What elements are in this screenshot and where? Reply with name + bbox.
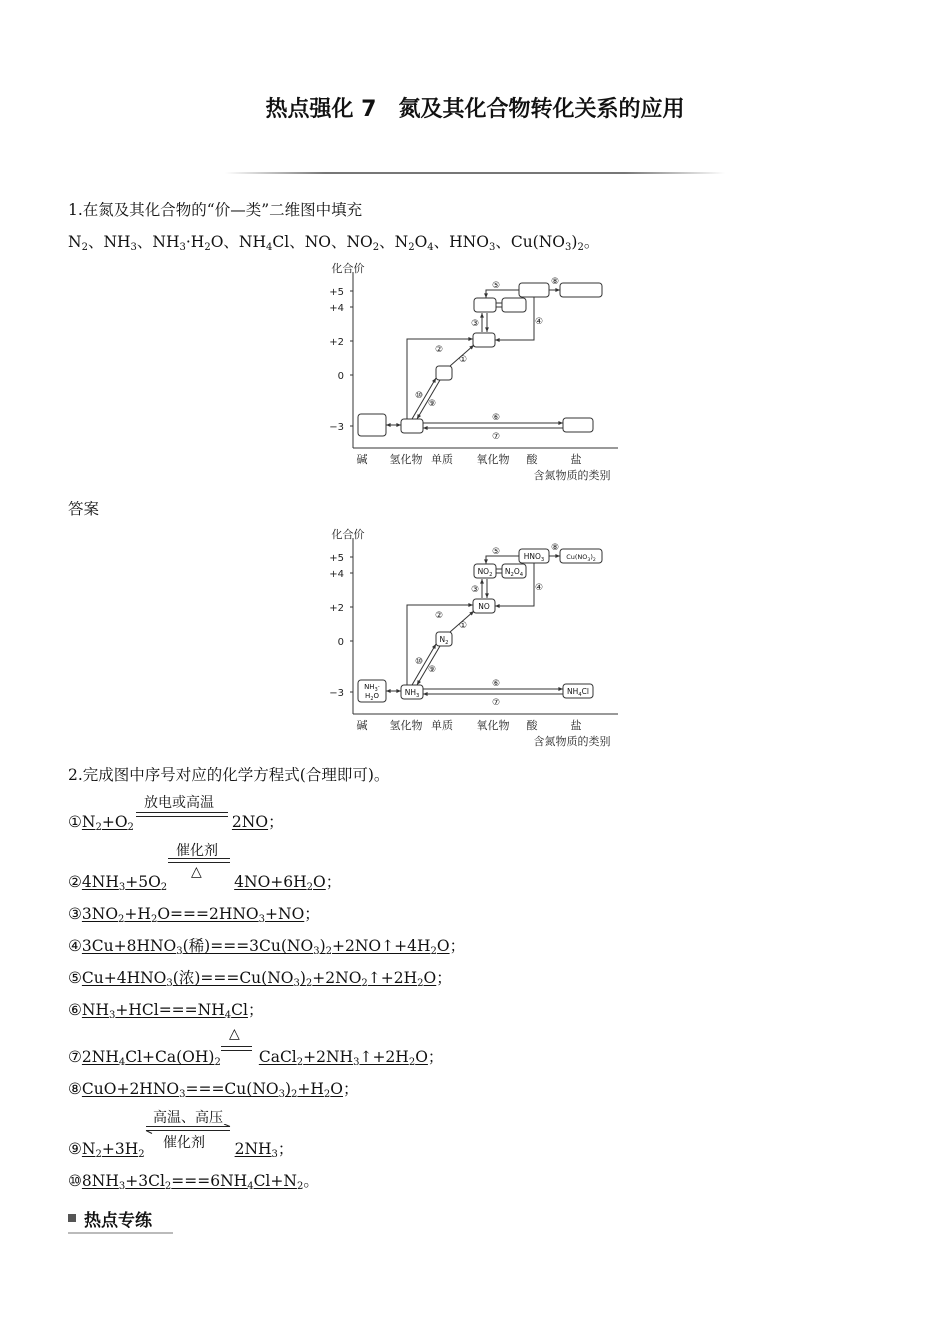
arrow-step-7-head <box>423 426 428 430</box>
species-box-oxide_4a <box>474 298 496 312</box>
eq4-end: ； <box>449 937 466 955</box>
eq8-num: ⑧ <box>68 1080 82 1098</box>
y-tick-label: +5 <box>329 553 344 564</box>
equation-2 <box>68 870 341 892</box>
eq6-num: ⑥ <box>68 1001 82 1019</box>
species-label-base-2: $H_2O$ <box>365 692 379 702</box>
y-tick-label: +2 <box>329 603 344 614</box>
species-box-hydride <box>401 419 423 433</box>
x-category-label: 氢化物 <box>389 453 423 466</box>
arrow-step-5-head <box>484 559 488 564</box>
x-category-label: 单质 <box>431 453 453 466</box>
eq7-right: $CaCl_2+2NH_3↑+2H_2O$ <box>258 1048 428 1068</box>
eq5-body: $Cu+4HNO_3$(浓)$===Cu(NO_3)_2+2NO_2↑+2H_2O$ <box>81 969 437 989</box>
arrow-base-hydride-head <box>396 689 401 693</box>
species-box-oxide_2 <box>473 333 495 347</box>
eq1-left: $N_2+O_2$ <box>81 813 134 833</box>
arrow-step-4-head <box>495 604 500 608</box>
q1-species-text: $N_2$、$NH_3$、$NH_3\cdot H_2O$、$NH_4Cl$、NO、$NO_2$、$N_2O_4$、$HNO_3$、$Cu(NO_3)_2$。 <box>68 233 600 253</box>
eq6-body: $NH_3+HCl===NH_4Cl$ <box>81 1001 248 1021</box>
answer-diagram-svg <box>326 524 626 752</box>
x-category-label: 碱 <box>356 453 368 466</box>
step-label-5: ⑤ <box>491 281 501 291</box>
q1-prompt: 1.在氮及其化合物的“价—类”二维图中填充 <box>68 201 363 219</box>
y-tick-label: −3 <box>329 422 344 433</box>
step-label-1: ① <box>458 355 468 365</box>
eq2-equals <box>168 858 230 863</box>
eq9-num: ⑨ <box>68 1140 82 1158</box>
step-label-10: ⑩ <box>414 657 424 667</box>
valence-class-diagram-answer <box>326 524 626 756</box>
species-box-element <box>436 366 452 380</box>
eq9-condition-top: 高温、高压 <box>153 1110 223 1126</box>
species-label-element: $N_2$ <box>439 635 449 646</box>
section-title: 热点专练 <box>84 1211 152 1231</box>
step-label-4: ④ <box>534 317 544 327</box>
step-label-6: ⑥ <box>491 413 501 423</box>
arrow-step-7-head <box>423 692 428 696</box>
arrow-step-8-head <box>555 554 560 558</box>
eq1-end: ； <box>268 813 284 831</box>
step-label-2: ② <box>434 611 444 621</box>
equation-4 <box>68 934 465 956</box>
eq2-condition-top: 催化剂 <box>176 843 218 859</box>
y-tick-label: +2 <box>329 337 344 348</box>
arrow-step-8-head <box>555 288 560 292</box>
eq3-end: ； <box>304 905 320 923</box>
equation-7 <box>68 1045 443 1067</box>
species-label-oxide_4b: $N_2O_4$ <box>504 567 524 578</box>
x-category-label: 盐 <box>570 719 582 732</box>
arrow-base-hydride-tail <box>386 423 391 427</box>
species-box-base <box>358 414 386 436</box>
equation-6 <box>68 998 263 1020</box>
arrow-step-2-head <box>468 603 473 607</box>
step-label-6: ⑥ <box>491 679 501 689</box>
y-tick-label: 0 <box>337 371 344 382</box>
eq8-body: $CuO+2HNO_3===Cu(NO_3)_2+H_2O$ <box>81 1080 344 1100</box>
x-category-label: 氢化物 <box>389 719 423 732</box>
eq2-condition-bottom: △ <box>191 864 202 880</box>
q1-species <box>68 230 599 252</box>
eq6-end: ； <box>247 1001 264 1019</box>
arrow-base-hydride-head <box>396 423 401 427</box>
step-label-8: ⑧ <box>550 543 560 553</box>
eq3-body: $3NO_2+H_2O===2HNO_3+NO$ <box>81 905 305 925</box>
x-axis-title: 含氮物质的类别 <box>533 735 611 748</box>
step-label-7: ⑦ <box>491 698 501 708</box>
arrow-step-5 <box>486 556 519 564</box>
species-box-salt_-3 <box>563 418 593 432</box>
title-divider <box>225 172 725 174</box>
x-category-label: 单质 <box>431 719 453 732</box>
equation-5 <box>68 966 452 988</box>
eq1-condition: 放电或高温 <box>144 795 214 811</box>
equation-8 <box>68 1077 359 1099</box>
eq2-right: $4NO+6H_2O$ <box>234 873 326 893</box>
arrow-step-2-head <box>468 337 473 341</box>
eq9-condition-bottom: 催化剂 <box>163 1135 205 1151</box>
eq8-end: ； <box>343 1080 359 1098</box>
species-box-salt_5 <box>560 283 602 297</box>
eq7-equals <box>221 1046 252 1051</box>
y-tick-label: 0 <box>337 637 344 648</box>
eq5-num: ⑤ <box>68 969 82 987</box>
eq10-end: 。 <box>303 1172 319 1190</box>
eq9-right: $2NH_3$ <box>234 1140 278 1160</box>
species-label-base-1: $NH_3\cdot$ <box>364 683 380 693</box>
arrow-base-hydride-tail <box>386 689 391 693</box>
species-label-salt_5: $Cu(NO_3)_2$ <box>566 553 596 563</box>
x-category-label: 氧化物 <box>476 453 510 466</box>
arrow-step-3a-head <box>480 579 484 584</box>
step-label-4: ④ <box>534 583 544 593</box>
x-category-label: 酸 <box>526 719 538 732</box>
arrow-step-5 <box>486 290 519 298</box>
eq7-condition: △ <box>229 1026 240 1042</box>
y-tick-label: +4 <box>329 303 344 314</box>
step-label-9: ⑨ <box>427 665 437 675</box>
x-category-label: 盐 <box>570 453 582 466</box>
eq10-num: ⑩ <box>68 1172 82 1190</box>
eq10-body: $8NH_3+3Cl_2===6NH_4Cl+N_2$ <box>81 1172 304 1192</box>
y-tick-label: +4 <box>329 569 344 580</box>
y-tick-label: +5 <box>329 287 344 298</box>
y-axis-title: 化合价 <box>331 262 365 275</box>
page-title: 热点强化 7 氮及其化合物转化关系的应用 <box>265 97 685 122</box>
eq7-end: ； <box>427 1048 444 1066</box>
valence-class-diagram-blank <box>326 258 626 490</box>
answer-label: 答案 <box>68 500 100 518</box>
section-underline <box>68 1232 173 1234</box>
x-category-label: 氧化物 <box>476 719 510 732</box>
arrow-step-3b-head <box>485 327 489 332</box>
eq1-equals <box>136 812 228 817</box>
y-axis-title: 化合价 <box>331 528 365 541</box>
arrow-step-6-head <box>558 687 563 691</box>
species-box-oxide_4b <box>502 298 526 312</box>
eq2-num: ② <box>68 873 82 891</box>
step-label-10: ⑩ <box>414 391 424 401</box>
arrow-step-3a-head <box>480 313 484 318</box>
species-label-acid: $HNO_3$ <box>523 552 545 563</box>
eq4-num: ④ <box>68 937 82 955</box>
eq7-left: $2NH_4Cl+Ca(OH)_2$ <box>81 1048 221 1068</box>
step-label-3: ③ <box>470 319 480 329</box>
eq5-end: ； <box>436 969 452 987</box>
species-label-salt_-3: $NH_4Cl$ <box>567 687 589 698</box>
blank-diagram-svg <box>326 258 626 486</box>
x-category-label: 碱 <box>356 719 368 732</box>
step-label-3: ③ <box>470 585 480 595</box>
species-label-hydride: $NH_3$ <box>404 688 420 699</box>
step-label-5: ⑤ <box>491 547 501 557</box>
step-label-1: ① <box>458 621 468 631</box>
q2-prompt: 2.完成图中序号对应的化学方程式(合理即可)。 <box>68 766 390 784</box>
species-label-oxide_2: NO <box>478 602 490 611</box>
arrow-step-3b-head <box>485 593 489 598</box>
x-category-label: 酸 <box>526 453 538 466</box>
species-label-oxide_4a: $NO_2$ <box>477 567 493 578</box>
eq9-end: ； <box>277 1140 294 1158</box>
step-label-2: ② <box>434 345 444 355</box>
arrow-step-5-head <box>484 293 488 298</box>
step-label-9: ⑨ <box>427 399 437 409</box>
arrow-step-6-head <box>558 421 563 425</box>
species-box-acid <box>519 283 549 297</box>
step-label-7: ⑦ <box>491 432 501 442</box>
step-label-8: ⑧ <box>550 277 560 287</box>
eq9-left: $N_2+3H_2$ <box>81 1140 145 1160</box>
arrow-step-4-head <box>495 338 500 342</box>
y-tick-label: −3 <box>329 688 344 699</box>
eq2-left: $4NH_3+5O_2$ <box>81 873 168 893</box>
eq7-num: ⑦ <box>68 1048 82 1066</box>
equation-10 <box>68 1169 319 1191</box>
x-axis-title: 含氮物质的类别 <box>533 469 611 482</box>
equation-3 <box>68 902 320 924</box>
eq3-num: ③ <box>68 905 82 923</box>
eq2-end: ； <box>325 873 342 891</box>
eq1-num: ① <box>68 813 82 831</box>
eq4-body: $3Cu+8HNO_3$(稀)$===3Cu(NO_3)_2+2NO↑+4H_2O$ <box>81 937 450 957</box>
section-square-icon <box>68 1214 76 1222</box>
eq1-right: 2NO <box>231 813 269 831</box>
